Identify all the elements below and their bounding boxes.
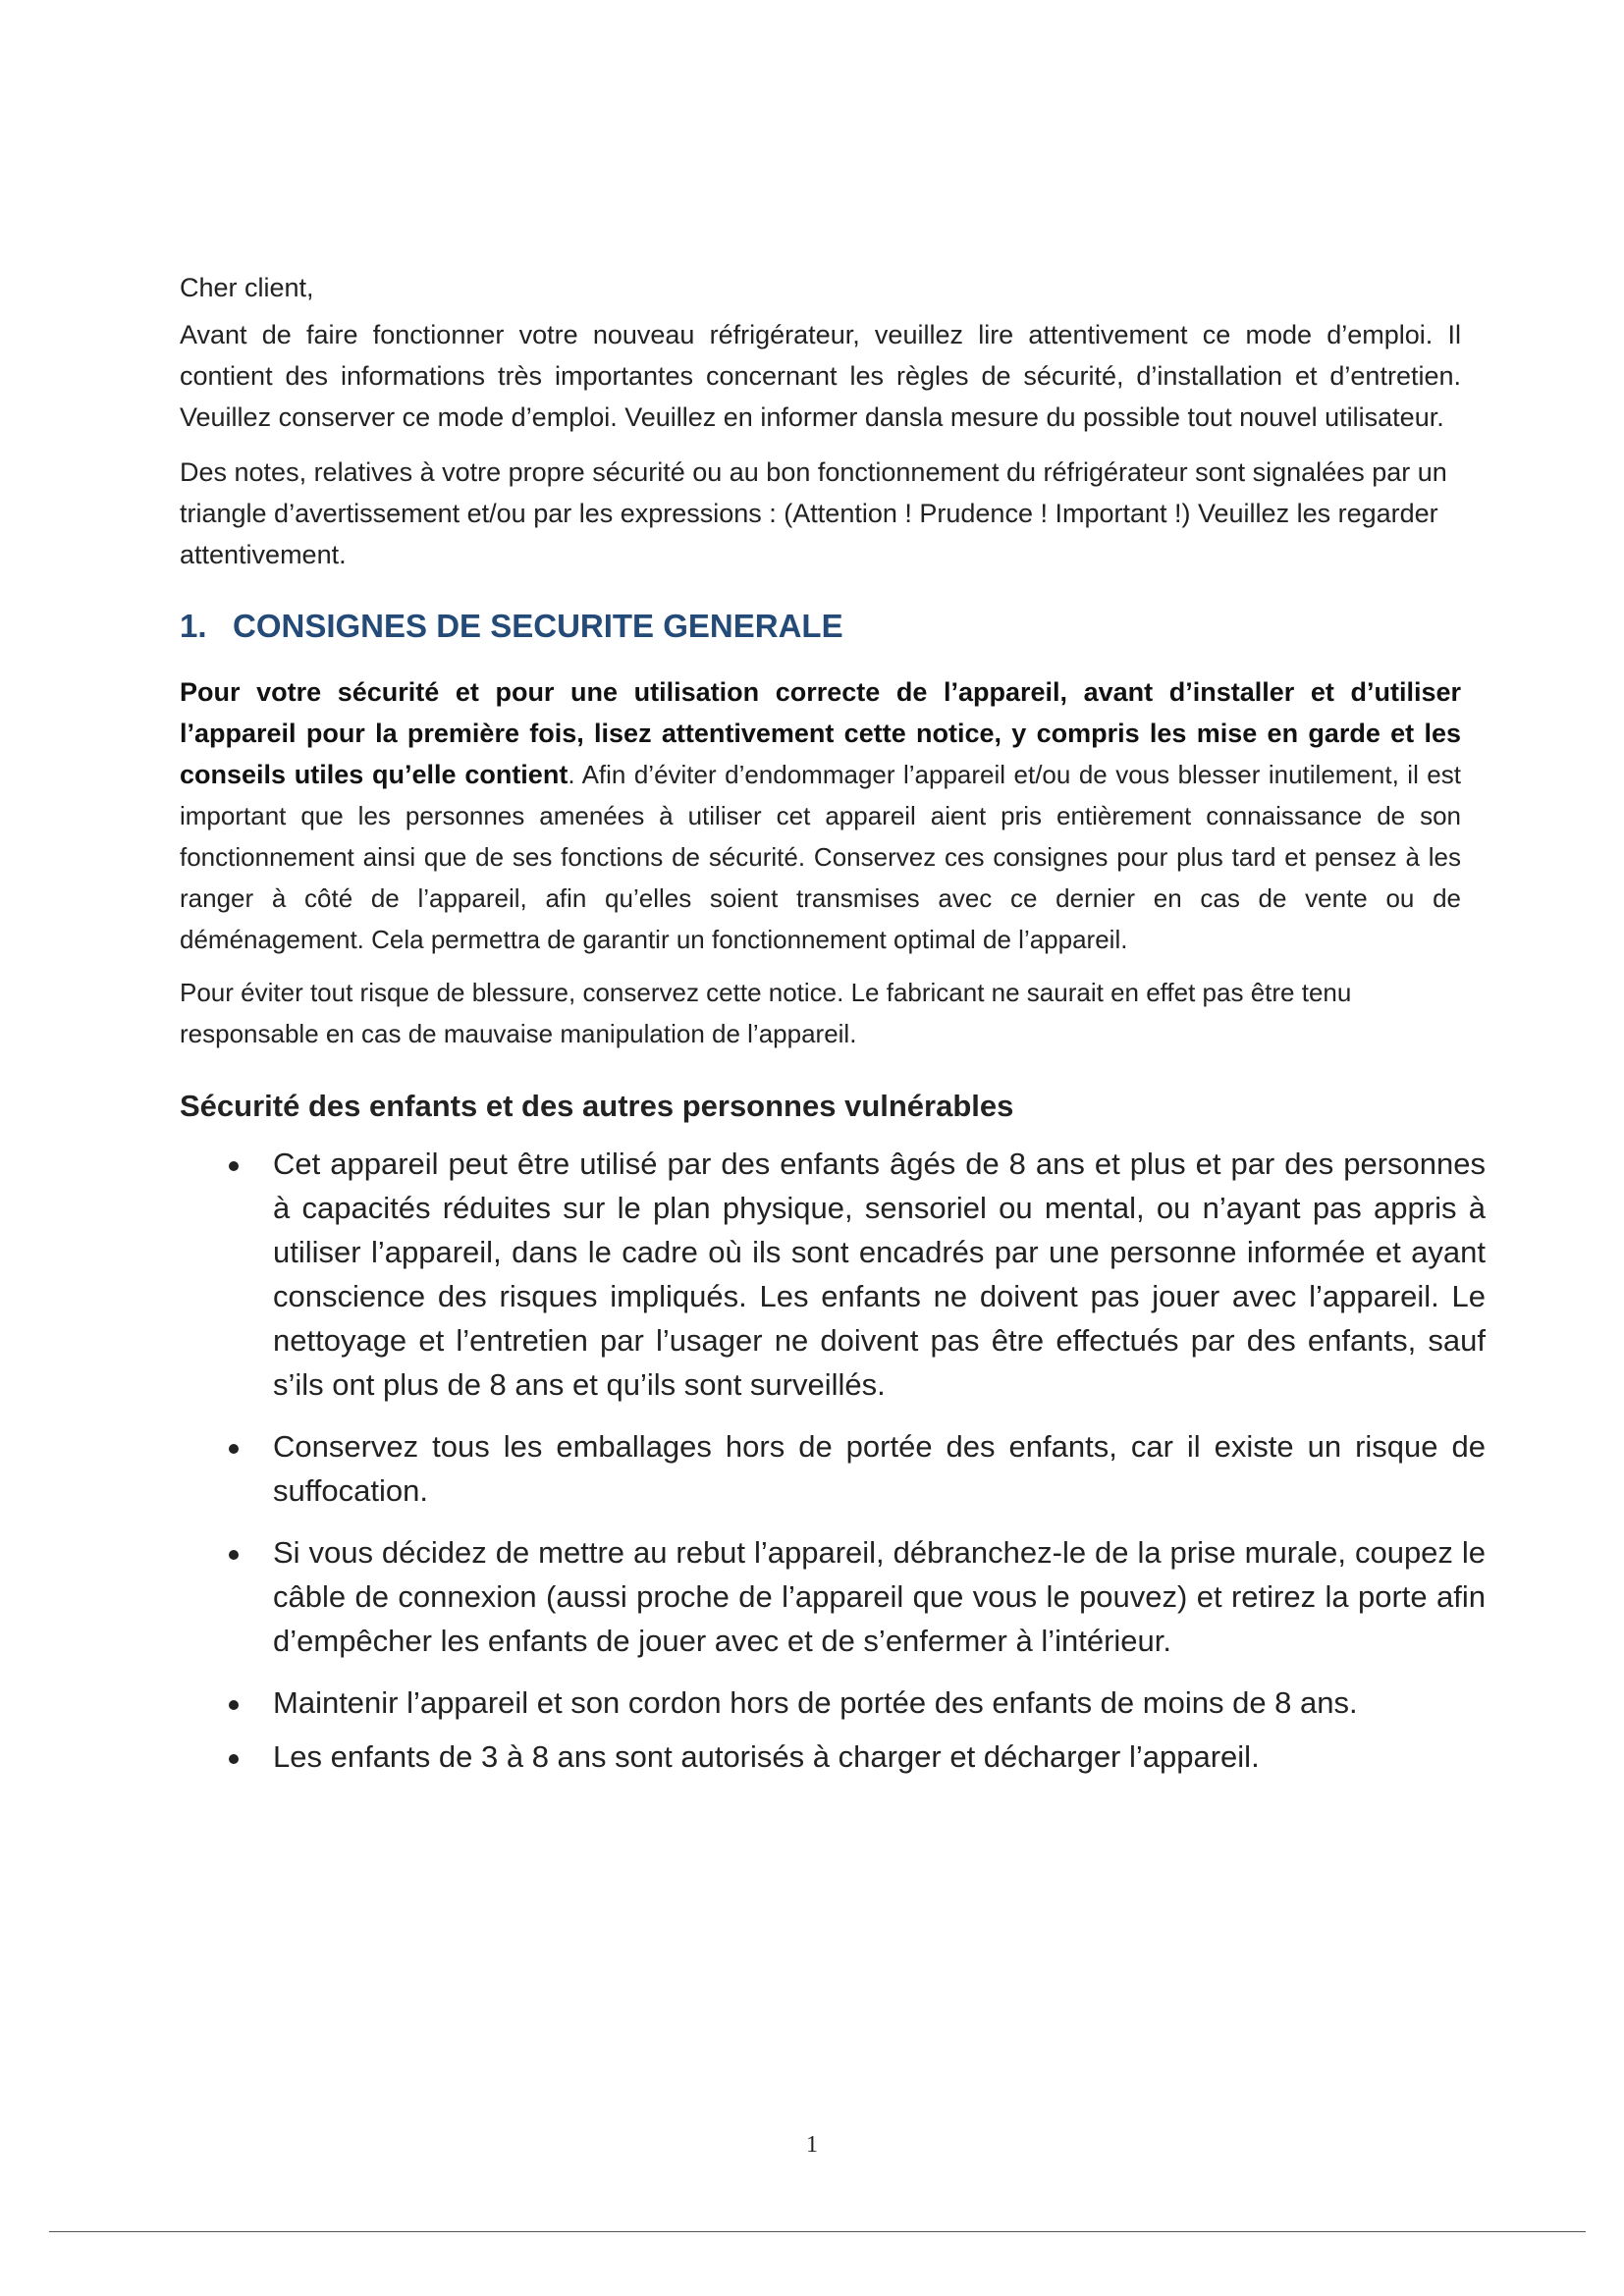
list-item: [180, 1530, 1486, 1663]
responsibility-paragraph: Pour éviter tout risque de blessure, conservez cette notice. Le fabricant ne saurait en effet pas être tenu responsable en cas de mauvaise manipulation de l’appareil.: [180, 978, 1352, 1048]
bullet-icon: [229, 1550, 239, 1560]
list-item-text: Conservez tous les emballages hors de portée des enfants, car il existe un risque de suffocation.: [273, 1429, 1486, 1508]
list-item-text: Cet appareil peut être utilisé par des enfants âgés de 8 ans et plus et par des personnes à capacités réduites sur le plan physique, sensoriel ou mental, ou n’ayant pas appris à utiliser l’appareil, dans le cadre où ils sont encadrés par une personne informée et ayant conscience des risques impliqués. Les enfants ne doivent pas jouer avec l’appareil. Le nettoyage et l’entretien par l’usager ne doivent pas être effectués par des enfants, sauf s’ils ont plus de 8 ans et qu’ils sont surveillés.: [273, 1147, 1486, 1402]
list-item: [180, 1681, 1486, 1725]
list-item: [180, 1424, 1486, 1513]
safety-rest-text: . Afin d’éviter d’endommager l’appareil et/ou de vous blesser inutilement, il est important que les personnes amenées à utiliser cet appareil aient pris entièrement connaissance de son fonctionnement ainsi que de ses fonctions de sécurité. Conservez ces consignes pour plus tard et pensez à les ranger à côté de l’appareil, afin qu’elles soient transmises avec ce dernier en cas de vente ou de déménagement. Cela permettra de garantir un fonctionnement optimal de l’appareil.: [180, 760, 1461, 954]
intro-paragraph: Avant de faire fonctionner votre nouveau réfrigérateur, veuillez lire attentivement ce mode d’emploi. Il contient des informations très importantes concernant les règles de sécurité, d’installation et d’entretien. Veuillez conserver ce mode d’emploi. Veuillez en informer dansla mesure du possible tout nouvel utilisateur.: [180, 320, 1461, 432]
section-number: 1.: [180, 608, 207, 644]
bullet-icon: [229, 1444, 239, 1454]
section-heading: [180, 603, 1461, 650]
bullet-icon: [229, 1700, 239, 1710]
bullet-icon: [229, 1754, 239, 1764]
list-item-text: Si vous décidez de mettre au rebut l’appareil, débranchez-le de la prise murale, coupez le câble de connexion (aussi proche de l’appareil que vous le pouvez) et retirez la porte afin d’empêcher les enfants de jouer avec et de s’enfermer à l’intérieur.: [273, 1535, 1486, 1658]
section-title: CONSIGNES DE SECURITE GENERALE: [233, 608, 843, 644]
notes-paragraph: Des notes, relatives à votre propre sécurité ou au bon fonctionnement du réfrigérateur sont signalées par un triangle d’avertissement et/ou par les expressions : (Attention ! Prudence ! Important !) Veuillez les regarder attentivement.: [180, 457, 1447, 569]
list-item: [180, 1735, 1486, 1779]
list-item-text: Maintenir l’appareil et son cordon hors de portée des enfants de moins de 8 ans.: [273, 1685, 1358, 1720]
footer-divider: [49, 2231, 1586, 2232]
safety-paragraph: [180, 671, 1461, 960]
bullet-icon: [229, 1161, 239, 1171]
greeting: Cher client,: [180, 273, 314, 302]
page-content: [180, 267, 1486, 1789]
list-item: [180, 1142, 1486, 1407]
safety-bold-text: Pour votre sécurité et pour une utilisation correcte de l’appareil, avant d’installer et d’utiliser l’appareil pour la première fois, lisez attentivement cette notice, y compris les mise en garde et les conseils utiles qu’elle contient: [180, 677, 1461, 789]
children-safety-heading: Sécurité des enfants et des autres personnes vulnérables: [180, 1089, 1014, 1123]
page-number: 1: [806, 2132, 818, 2158]
children-safety-list: [180, 1142, 1486, 1779]
list-item-text: Les enfants de 3 à 8 ans sont autorisés à charger et décharger l’appareil.: [273, 1739, 1260, 1774]
